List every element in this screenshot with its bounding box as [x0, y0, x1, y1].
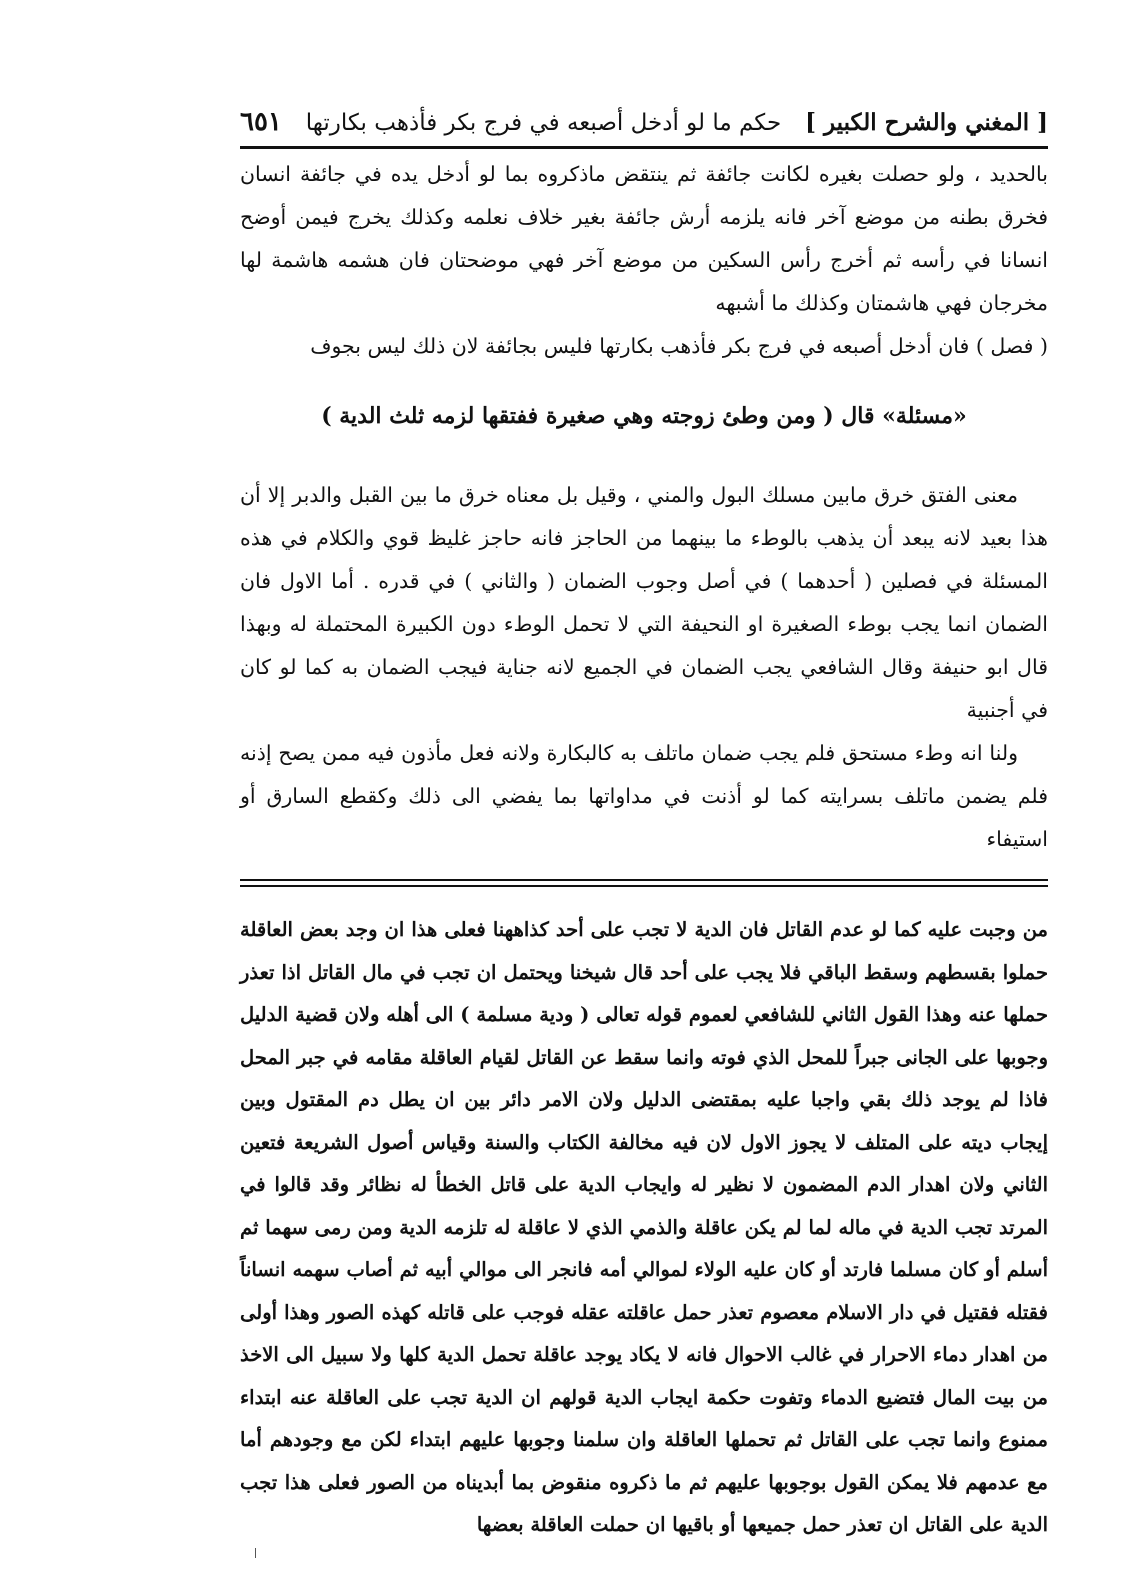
scan-mark [255, 1548, 256, 1558]
section-title: حكم ما لو أدخل أصبعه في فرج بكر فأذهب بكارتها [305, 110, 782, 136]
page-number: ٦٥١ [240, 107, 282, 137]
fasl-paragraph: ( فصل ) فان أدخل أصبعه في فرج بكر فأذهب بكارتها فليس بجائفة لان ذلك ليس بجوف [310, 334, 1048, 358]
main-paragraph: بالحديد ، ولو حصلت بغيره لكانت جائفة ثم ينتقض ماذكروه بما لو أدخل يده في جائفة انسان فخرق بطنه من موضع آخر فانه يلزمه أرش جائفة بغير خلاف نعلمه وكذلك يخرج فيمن أوضح انسانا في رأسه ثم أخرج رأس السكين من موضع آخر فهي موضحتان فان هشمه هاشمة لها مخرجان فهي هاشمتان وكذلك ما أشبهه [240, 162, 1048, 315]
running-header [240, 100, 1048, 149]
masala-heading: «مسئلة» قال ( ومن وطئ زوجته وهي صغيرة ففتقها لزمه ثلث الدية ) [321, 403, 967, 429]
book-title: [ المغني والشرح الكبير ] [805, 109, 1048, 136]
commentary-paragraph: معنى الفتق خرق مابين مسلك البول والمني ، وقيل بل معناه خرق ما بين القبل والدبر إلا أن هذا بعيد لانه يبعد أن يذهب بالوطء ما بينهما من الحاجز فانه حاجز غليظ قوي والكلام في هذه المسئلة في فصلين ( أحدهما ) في أصل وجوب الضمان ( والثاني ) في قدره . أما الاول فان الضمان انما يجب بوطء الصغيرة او النحيفة التي لا تحمل الوطء دون الكبيرة المحتملة له وبهذا قال ابو حنيفة وقال الشافعي يجب الضمان في الجميع لانه جناية فيجب الضمان به كما لو كان في أجنبية [240, 483, 1048, 722]
main-text [240, 153, 1048, 861]
footnote-paragraph: من وجبت عليه كما لو عدم القاتل فان الدية لا تجب على أحد كذاههنا فعلى هذا ان وجد بعض العاقلة حملوا بقسطهم وسقط الباقي فلا يجب على أحد قال شيخنا ويحتمل ان تجب في مال القاتل اذا تعذر حملها عنه وهذا القول الثاني للشافعي لعموم قوله تعالى ( ودية مسلمة ) الى أهله ولان قضية الدليل وجوبها على الجانى جبراً للمحل الذي فوته وانما سقط عن القاتل لقيام العاقلة مقامه في جبر المحل فاذا لم يوجد ذلك بقي واجبا عليه بمقتضى الدليل ولان الامر دائر بين ان يطل دم المقتول وبين إيجاب ديته على المتلف لا يجوز الاول لان فيه مخالفة الكتاب والسنة وقياس أصول الشريعة فتعين الثاني ولان اهدار الدم المضمون لا نظير له وايجاب الدية على قاتل الخطأ له نظائر وقد قالوا في المرتد تجب الدية في ماله لما لم يكن عاقلة والذمي الذي لا عاقلة له تلزمه الدية ومن رمى سهما ثم أسلم أو كان مسلما فارتد أو كان عليه الولاء لموالي أمه فانجر الى موالي أبيه ثم أصاب سهمه انساناً فقتله فقتيل في دار الاسلام معصوم تعذر حمل عاقلته عقله فوجب على قاتله كهذه الصور وهذا أولى من اهدار دماء الاحرار في غالب الاحوال فانه لا يكاد يوجد عاقلة تحمل الدية كلها ولا سبيل الى الاخذ من بيت المال فتضيع الدماء وتفوت حكمة ايجاب الدية قولهم ان الدية تجب على العاقلة عنه ابتداء ممنوع وانما تجب على القاتل ثم تحملها العاقلة وان سلمنا وجوبها عليهم ابتداء لكن مع وجودهم أما مع عدمهم فلا يمكن القول بوجوبها عليهم ثم ما ذكروه منقوض بما أبديناه من الصور فعلى هذا تجب الدية على القاتل ان تعذر حمل جميعها أو باقيها ان حملت العاقلة بعضها [240, 918, 1048, 1536]
footnote-separator [240, 879, 1048, 887]
book-page [240, 100, 1048, 1547]
footnote-section [240, 909, 1048, 1547]
commentary-paragraph: ولنا انه وطء مستحق فلم يجب ضمان ماتلف به كالبكارة ولانه فعل مأذون فيه ممن يصح إذنه فلم يضمن ماتلف بسرايته كما لو أذنت في مداواتها بما يفضي الى ذلك وكقطع السارق أو استيفاء [240, 741, 1048, 851]
